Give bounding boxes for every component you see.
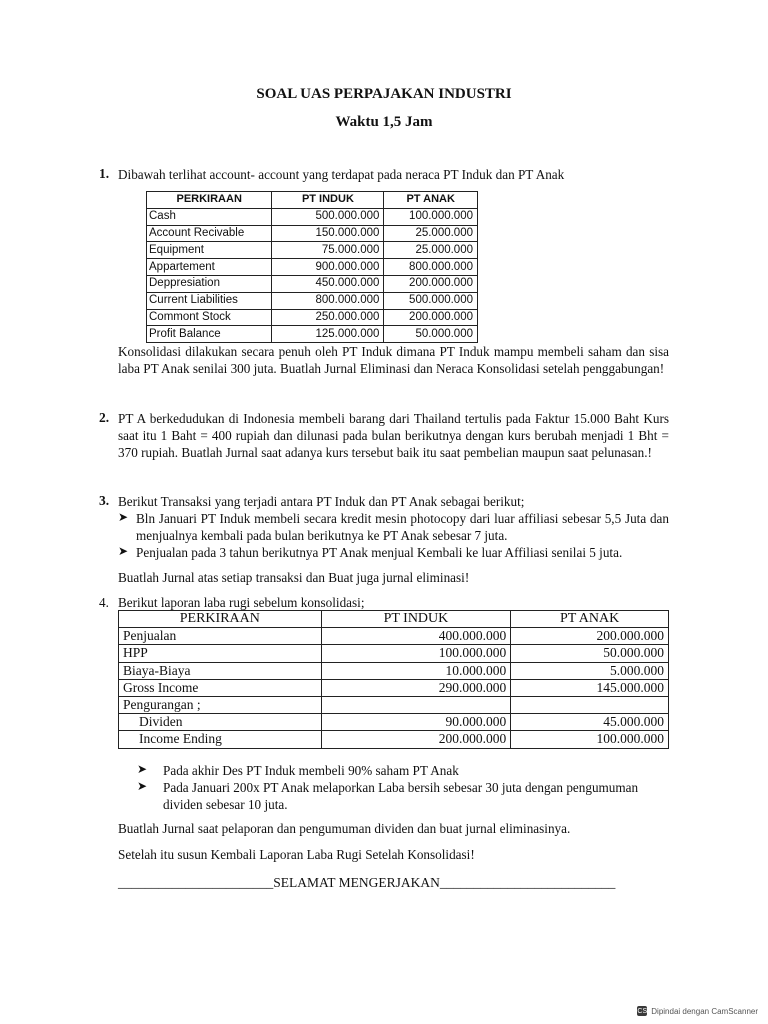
table-row: [119, 645, 669, 662]
induk-value: 90.000.000: [321, 714, 511, 731]
table-row: [147, 259, 478, 276]
anak-value: 25.000.000: [384, 225, 478, 242]
anak-value: 500.000.000: [384, 292, 478, 309]
q1-number: 1.: [99, 166, 110, 181]
induk-value: 290.000.000: [321, 679, 511, 696]
account-name: Income Ending: [119, 731, 322, 748]
table-row: [119, 696, 669, 713]
account-name: Commont Stock: [147, 309, 272, 326]
col-header: PT ANAK: [384, 192, 478, 209]
q4-bullet-2: Pada Januari 200x PT Anak melaporkan Laba bersih sebesar 30 juta dengan pengumuman dividen sebesar 10 juta.: [163, 780, 639, 812]
induk-value: 150.000.000: [272, 225, 384, 242]
q4-bullet-1: Pada akhir Des PT Induk membeli 90% saham PT Anak: [163, 763, 459, 778]
induk-value: 250.000.000: [272, 309, 384, 326]
account-name: Account Recivable: [147, 225, 272, 242]
account-name: Dividen: [119, 714, 322, 731]
bullet-arrow-icon: ➤: [118, 510, 129, 524]
account-name: Current Liabilities: [147, 292, 272, 309]
induk-value: 200.000.000: [321, 731, 511, 748]
q2-text: PT A berkedudukan di Indonesia membeli barang dari Thailand tertulis pada Faktur 15.000 Baht Kurs saat itu 1 Baht = 400 rupiah dan dilunasi pada bulan berikutnya dengan kurs berubah menjadi 1 Bht = 370 rupiah. Buatlah Jurnal saat adanya kurs tersebut baik itu saat pembelian maupun saat pelunasan.!: [118, 411, 669, 460]
exam-duration: Waktu 1,5 Jam: [335, 114, 433, 130]
col-header: PERKIRAAN: [119, 611, 322, 628]
bullet-arrow-icon: ➤: [118, 544, 129, 558]
induk-value: 800.000.000: [272, 292, 384, 309]
table-row: [147, 225, 478, 242]
q4-closing-2: Setelah itu susun Kembali Laporan Laba Rugi Setelah Konsolidasi!: [118, 847, 475, 862]
table-row: [147, 309, 478, 326]
balance-sheet-table: [146, 191, 478, 343]
anak-value: 100.000.000: [511, 731, 669, 748]
induk-value: 100.000.000: [321, 645, 511, 662]
account-name: Penjualan: [119, 628, 322, 645]
document-title: SOAL UAS PERPAJAKAN INDUSTRI: [256, 86, 512, 102]
anak-value: [511, 696, 669, 713]
anak-value: 145.000.000: [511, 679, 669, 696]
table-row: [119, 731, 669, 748]
q3-number: 3.: [99, 493, 110, 508]
account-name: Biaya-Biaya: [119, 662, 322, 679]
camscanner-logo-icon: CS: [637, 1007, 648, 1015]
induk-value: 450.000.000: [272, 275, 384, 292]
q2-number: 2.: [99, 410, 110, 425]
induk-value: 400.000.000: [321, 628, 511, 645]
anak-value: 200.000.000: [511, 628, 669, 645]
induk-value: 125.000.000: [272, 326, 384, 343]
table-row: [119, 662, 669, 679]
table-header-row: [119, 611, 669, 628]
account-name: Cash: [147, 208, 272, 225]
account-name: Deppresiation: [147, 275, 272, 292]
table-row: [147, 208, 478, 225]
table-row: [147, 292, 478, 309]
income-statement-table: [118, 610, 669, 749]
account-name: Profit Balance: [147, 326, 272, 343]
watermark-text: Dipindai dengan CamScanner: [651, 1006, 758, 1016]
q1-text: Konsolidasi dilakukan secara penuh oleh PT Induk dimana PT Induk mampu membeli saham dan sisa laba PT Anak senilai 300 juta. Buatlah Jurnal Eliminasi dan Neraca Konsolidasi setelah penggabungan!: [118, 344, 669, 376]
table-row: [119, 714, 669, 731]
q4-number: 4.: [99, 595, 109, 610]
q3-closing: Buatlah Jurnal atas setiap transaksi dan Buat juga jurnal eliminasi!: [118, 570, 470, 585]
account-name: Appartement: [147, 259, 272, 276]
account-name: Equipment: [147, 242, 272, 259]
anak-value: 50.000.000: [384, 326, 478, 343]
anak-value: 100.000.000: [384, 208, 478, 225]
col-header: PT ANAK: [511, 611, 669, 628]
anak-value: 800.000.000: [384, 259, 478, 276]
induk-value: 500.000.000: [272, 208, 384, 225]
induk-value: 75.000.000: [272, 242, 384, 259]
table-row: [119, 628, 669, 645]
anak-value: 5.000.000: [511, 662, 669, 679]
anak-value: 200.000.000: [384, 275, 478, 292]
anak-value: 50.000.000: [511, 645, 669, 662]
table-header-row: [147, 192, 478, 209]
account-name: Gross Income: [119, 679, 322, 696]
bullet-arrow-icon: ➤: [137, 779, 148, 793]
anak-value: 45.000.000: [511, 714, 669, 731]
induk-value: [321, 696, 511, 713]
table-row: [147, 242, 478, 259]
induk-value: 900.000.000: [272, 259, 384, 276]
anak-value: 25.000.000: [384, 242, 478, 259]
closing-line: _______________________SELAMAT MENGERJAKAN__________________________: [118, 875, 616, 890]
anak-value: 200.000.000: [384, 309, 478, 326]
q3-intro: Berikut Transaksi yang terjadi antara PT Induk dan PT Anak sebagai berikut;: [118, 494, 525, 509]
q4-intro: Berikut laporan laba rugi sebelum konsolidasi;: [118, 595, 365, 610]
q3-bullet-2: Penjualan pada 3 tahun berikutnya PT Anak menjual Kembali ke luar Affiliasi senilai 5 juta.: [136, 545, 623, 560]
col-header: PT INDUK: [321, 611, 511, 628]
table-row: [147, 275, 478, 292]
q3-bullet-1: Bln Januari PT Induk membeli secara kredit mesin photocopy dari luar affiliasi sebesar 5,5 Juta dan menjualnya kembali pada bulan berikutnya ke PT Anak sebesar 7 juta.: [136, 511, 669, 543]
account-name: HPP: [119, 645, 322, 662]
table-row: [119, 679, 669, 696]
camscanner-watermark: [637, 1006, 758, 1016]
account-name: Pengurangan ;: [119, 696, 322, 713]
col-header: PT INDUK: [272, 192, 384, 209]
bullet-arrow-icon: ➤: [137, 762, 148, 776]
induk-value: 10.000.000: [321, 662, 511, 679]
table-row: [147, 326, 478, 343]
q4-closing-1: Buatlah Jurnal saat pelaporan dan pengumuman dividen dan buat jurnal eliminasinya.: [118, 821, 571, 836]
col-header: PERKIRAAN: [147, 192, 272, 209]
q1-intro: Dibawah terlihat account- account yang terdapat pada neraca PT Induk dan PT Anak: [118, 167, 565, 182]
